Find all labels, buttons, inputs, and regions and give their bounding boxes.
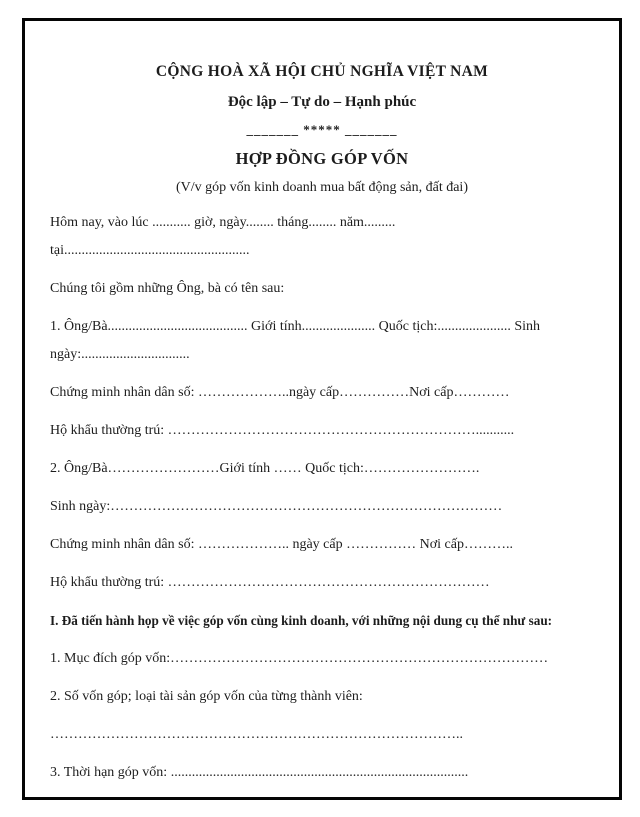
party1-id-line: Chứng minh nhân dân số: ………………..ngày cấp……………Nơi cấp………… [50,385,510,400]
header-divider: _______ ***** _______ [246,122,398,137]
document-header [50,61,594,199]
document-title: HỢP ĐỒNG GÓP VỐN [235,149,409,168]
document-body [50,209,607,787]
party2-name-line: 2. Ông/Bà……………………Giới tính …… Quốc tịch:……………………. [50,461,480,476]
party1-name-line: 1. Ông/Bà........................................ Giới tính..................... Quốc tịch:..................... Sinh [50,319,541,334]
national-motto: Độc lập – Tự do – Hạnh phúc [227,94,417,110]
section-1-heading: I. Đã tiến hành họp về việc góp vốn cùng kinh doanh, với những nội dung cụ thể như sau: [50,613,553,628]
document-subtitle: (V/v góp vốn kinh doanh mua bất động sản, đất đai) [175,180,468,195]
party2-birthdate-line: Sinh ngày:………………………………………………………………………… [50,499,503,514]
item-2-capital-line: 2. Số vốn góp; loại tài sản góp vốn của từng thành viên: [50,689,363,704]
party1-birthdate-line: ngày:............................... [50,347,190,362]
item-3-term-line: 3. Thời hạn góp vốn: ..................................................................................... [50,765,469,780]
party2-id-line: Chứng minh nhân dân số: ……………….. ngày cấp …………… Nơi cấp……….. [50,537,513,552]
parties-intro-line: Chúng tôi gồm những Ông, bà có tên sau: [50,281,285,296]
party2-address-line: Hộ khẩu thường trú: …………………………………………………………… [50,575,490,590]
national-title: CỘNG HOÀ XÃ HỘI CHỦ NGHĨA VIỆT NAM [155,63,489,80]
form-line-datetime: Hôm nay, vào lúc ........... giờ, ngày........ tháng........ năm......... [50,215,396,230]
party1-address-line: Hộ khẩu thường trú: …………………………………………………………........... [50,423,515,438]
document-page [22,18,622,800]
item-1-purpose-line: 1. Mục đích góp vốn:……………………………………………………………………… [50,651,549,666]
item-2-fill-line: …………………………………………………………………………….. [50,727,463,742]
form-line-location: tại..................................................... [50,243,250,258]
